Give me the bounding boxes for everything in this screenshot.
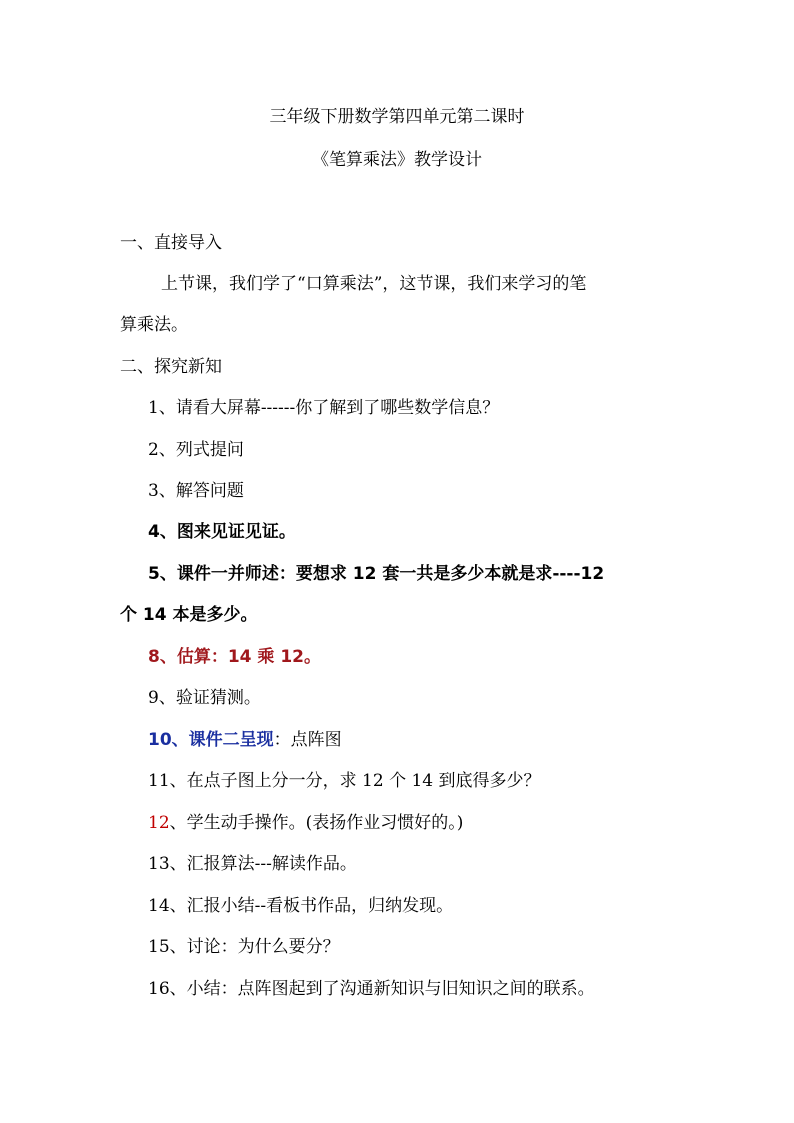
item-4: 4、图来见证见证。 <box>148 522 296 542</box>
section1-paragraph-line1: 上节课，我们学了“口算乘法”，这节课，我们来学习的笔 <box>161 274 587 294</box>
item-13: 13、汇报算法---解读作品。 <box>148 854 357 874</box>
item-15: 15、讨论：为什么要分？ <box>148 937 340 957</box>
item-10-highlight: 10、课件二呈现 <box>148 730 274 750</box>
item-12-rest: 、学生动手操作。(表扬作业习惯好的。) <box>169 813 464 833</box>
section1-paragraph-line2: 算乘法。 <box>120 315 188 335</box>
item-12-number: 12 <box>148 813 170 833</box>
item-2: 2、列式提问 <box>148 440 244 460</box>
item-12 <box>148 812 463 834</box>
section2-heading: 二、探究新知 <box>120 357 222 377</box>
doc-title-line2: 《笔算乘法》教学设计 <box>312 150 482 170</box>
item-8: 8、估算：14 乘 12。 <box>148 647 321 667</box>
item-16: 16、小结：点阵图起到了沟通新知识与旧知识之间的联系。 <box>148 979 595 999</box>
item-1: 1、请看大屏幕------你了解到了哪些数学信息？ <box>148 398 500 418</box>
item-3: 3、解答问题 <box>148 481 244 501</box>
item-10-rest: ：点阵图 <box>273 730 342 750</box>
section1-heading: 一、直接导入 <box>120 233 222 253</box>
item-9: 9、验证猜测。 <box>148 688 261 708</box>
item-10 <box>148 729 342 751</box>
item-5-line1: 5、课件一并师述：要想求 12 套一共是多少本就是求----12 <box>148 564 605 584</box>
item-14: 14、汇报小结--看板书作品，归纳发现。 <box>148 896 454 916</box>
doc-title-line1: 三年级下册数学第四单元第二课时 <box>269 107 525 127</box>
item-5-line2: 个 14 本是多少。 <box>120 605 258 625</box>
item-11: 11、在点子图上分一分，求 12 个 14 到底得多少？ <box>148 771 541 791</box>
